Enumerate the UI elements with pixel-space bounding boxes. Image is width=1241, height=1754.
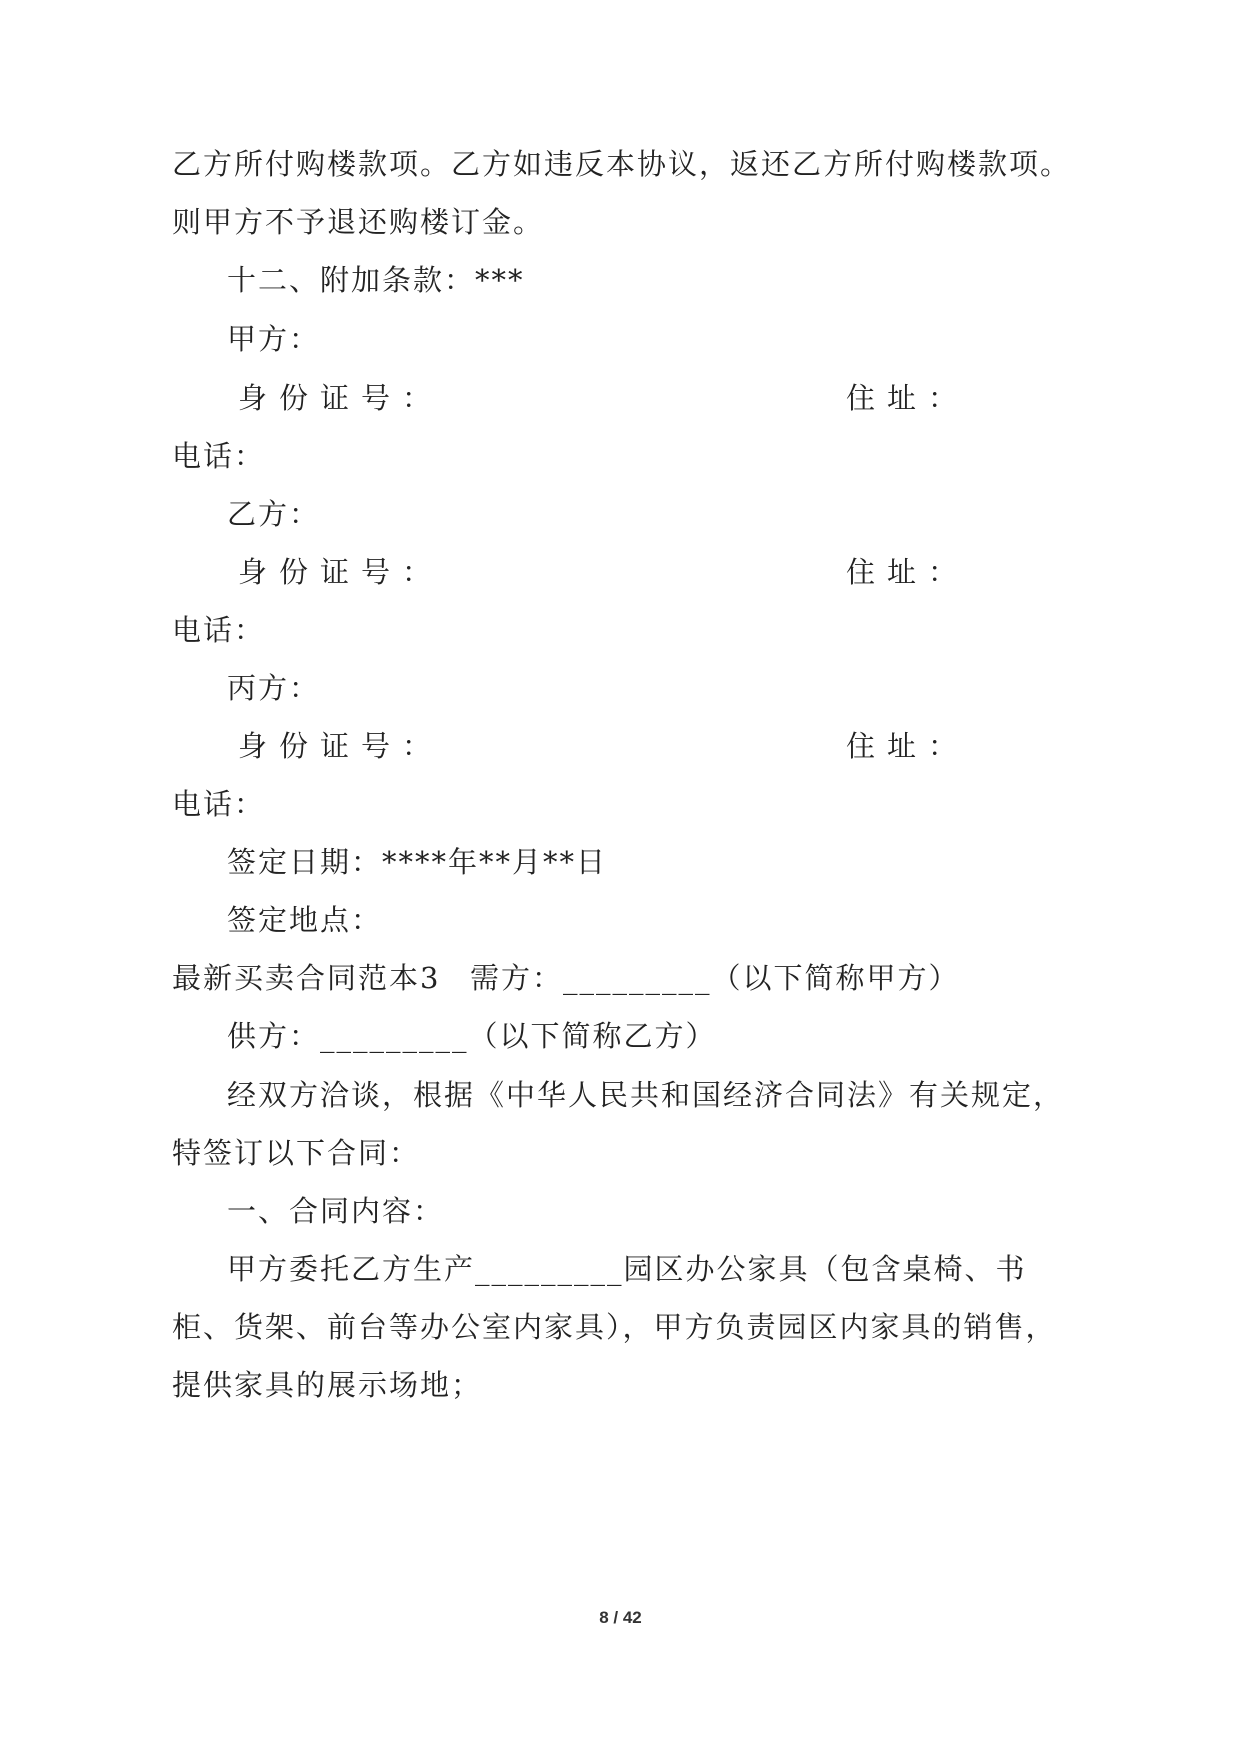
party-c-label: 丙方： (227, 671, 321, 705)
text-line: 柜、货架、前台等办公室内家具），甲方负责园区内家具的销售， (172, 1310, 1057, 1344)
clause-heading: 一、合同内容： (227, 1194, 445, 1228)
phone-label: 电话： (172, 439, 266, 473)
buyer-line: 需方：_________（以下简称甲方） (470, 961, 960, 995)
text-line: 则甲方不予退还购楼订金。 (172, 205, 545, 239)
phone-label: 电话： (172, 613, 266, 647)
signing-place: 签定地点： (227, 903, 383, 937)
page-number: 8 / 42 (599, 1608, 642, 1627)
address-label: 住址： (846, 381, 970, 415)
text-line: 甲方委托乙方生产_________园区办公家具（包含桌椅、书 (227, 1252, 1027, 1286)
signing-date: 签定日期：****年**月**日 (227, 845, 608, 879)
text-line: 提供家具的展示场地； (172, 1368, 483, 1402)
id-number-label: 身份证号： (238, 381, 444, 415)
id-number-label: 身份证号： (238, 729, 444, 763)
supplier-line: 供方：_________（以下简称乙方） (227, 1019, 717, 1053)
section-title: 最新买卖合同范本3 (172, 961, 441, 995)
party-a-label: 甲方： (227, 322, 321, 356)
address-label: 住址： (846, 555, 970, 589)
text-line: 乙方所付购楼款项。乙方如违反本协议，返还乙方所付购楼款项。 (172, 147, 1072, 181)
text-line: 特签订以下合同： (172, 1136, 421, 1170)
clause-heading: 十二、附加条款：*** (227, 263, 525, 297)
address-label: 住址： (846, 729, 970, 763)
party-b-label: 乙方： (227, 497, 321, 531)
text-line: 经双方洽谈，根据《中华人民共和国经济合同法》有关规定， (227, 1078, 1065, 1112)
phone-label: 电话： (172, 787, 266, 821)
id-number-label: 身份证号： (238, 555, 444, 589)
